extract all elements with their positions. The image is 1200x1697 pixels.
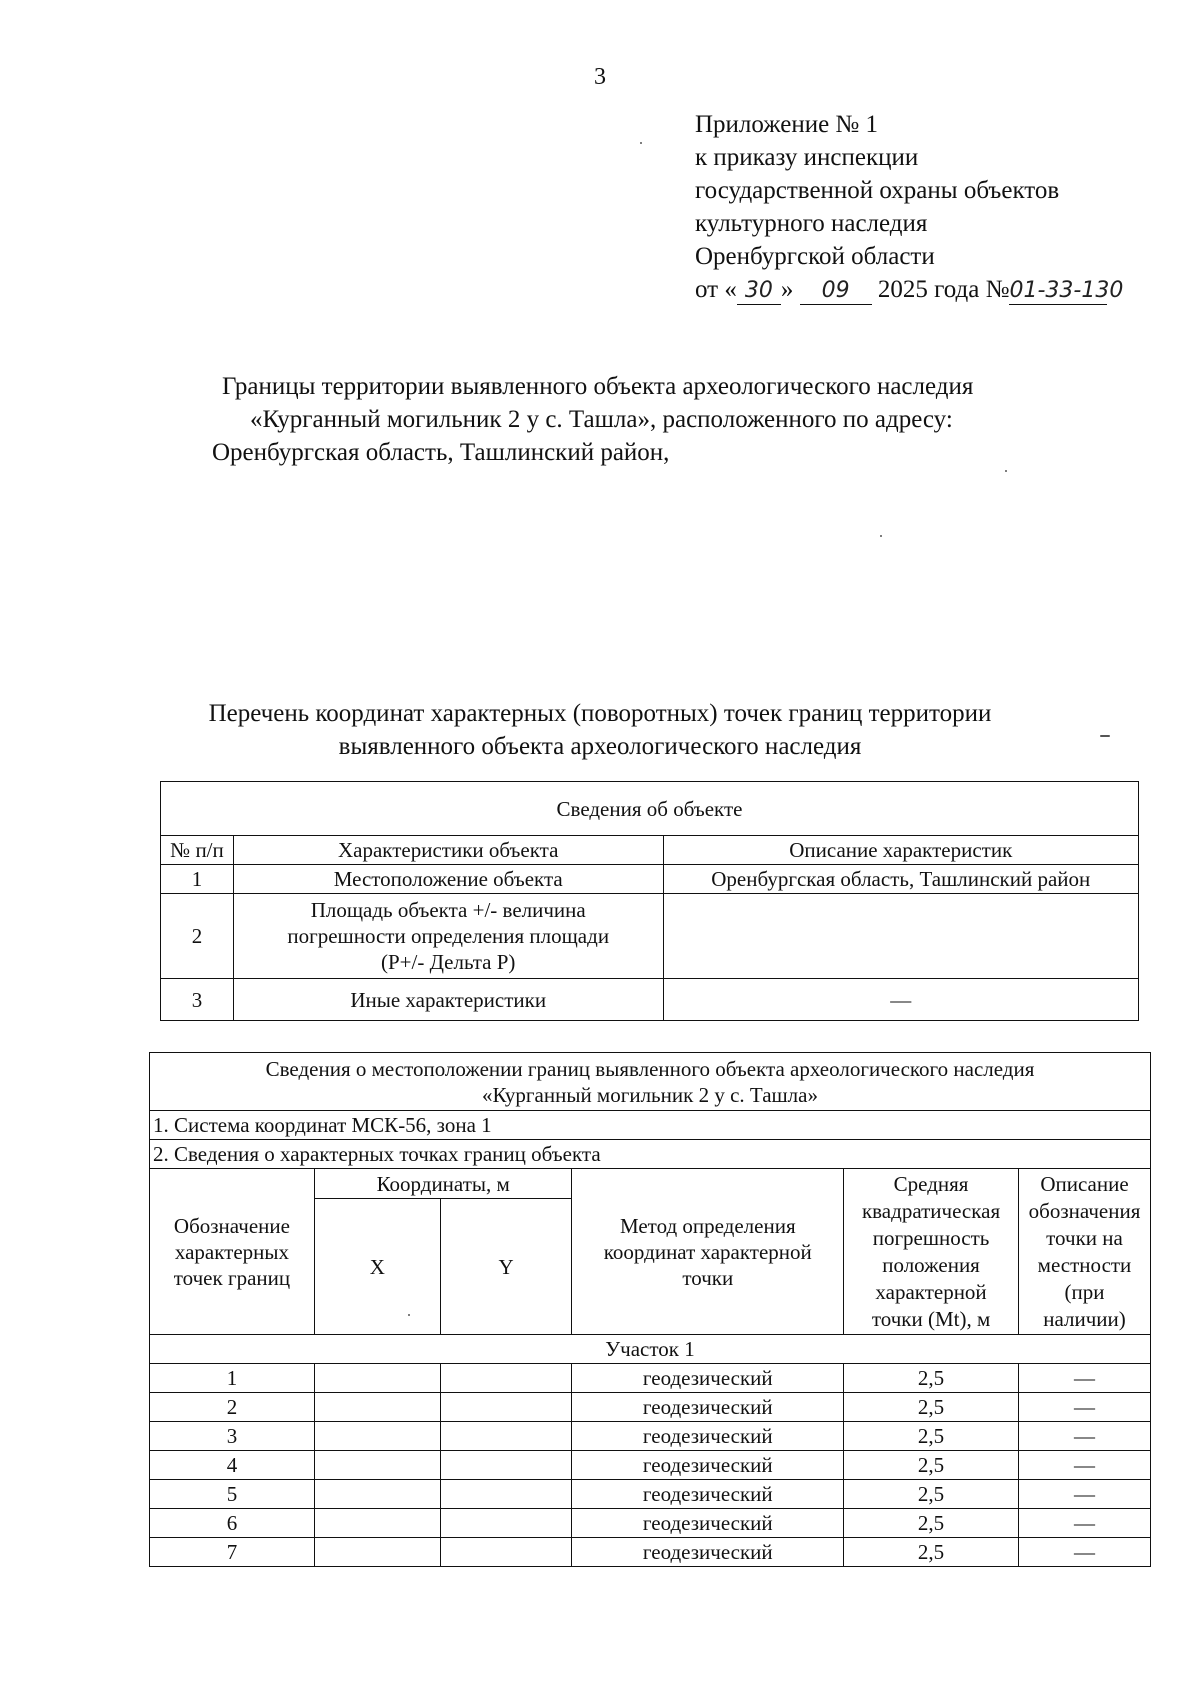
accuracy-cell: 2,5 <box>844 1451 1019 1480</box>
object-table-caption: Сведения об объекте <box>161 782 1139 836</box>
x-coordinate-cell <box>314 1422 440 1451</box>
method-cell: геодезический <box>572 1393 844 1422</box>
point-number-cell: 6 <box>150 1509 315 1538</box>
y-coordinate-cell <box>440 1480 572 1509</box>
order-year: 2025 года № <box>877 276 1010 303</box>
coordinate-system-row: 1. Система координат МСК-56, зона 1 <box>150 1111 1151 1140</box>
y-coordinate-cell <box>440 1393 572 1422</box>
y-coordinate-cell <box>440 1364 572 1393</box>
column-header: Описание характеристик <box>663 836 1139 865</box>
point-number-cell: 2 <box>150 1393 315 1422</box>
accuracy-cell: 2,5 <box>844 1509 1019 1538</box>
method-cell: геодезический <box>572 1480 844 1509</box>
point-number-cell: 7 <box>150 1538 315 1567</box>
list-title-line: Перечень координат характерных (поворотных) точек границ территории <box>208 700 992 727</box>
method-cell: геодезический <box>572 1509 844 1538</box>
appendix-line: государственной охраны объектов <box>695 177 1060 204</box>
x-coordinate-cell <box>314 1393 440 1422</box>
row-number: 2 <box>161 894 234 979</box>
characteristic-line: Площадь объекта +/- величина <box>310 898 586 922</box>
x-coordinate-cell <box>314 1364 440 1393</box>
appendix-line: к приказу инспекции <box>695 144 919 171</box>
location-description-cell: — <box>1019 1480 1151 1509</box>
x-coordinate-cell <box>314 1480 440 1509</box>
x-coordinate-cell <box>314 1538 440 1567</box>
accuracy-cell: 2,5 <box>844 1393 1019 1422</box>
characteristic-cell: Иные характеристики <box>233 979 663 1021</box>
coordinates-header: Координаты, м <box>314 1169 572 1199</box>
table-row <box>150 1538 1151 1567</box>
list-title-line: выявленного объекта археологического наследия <box>338 733 862 760</box>
scan-speck <box>640 142 642 144</box>
caption-line: Сведения о местоположении границ выявленного объекта археологического наследия <box>265 1056 1035 1081</box>
description-cell: — <box>663 979 1139 1021</box>
order-month: 09 <box>800 278 872 305</box>
column-header: № п/п <box>161 836 234 865</box>
method-cell: геодезический <box>572 1364 844 1393</box>
table-row <box>150 1393 1151 1422</box>
x-header: X <box>314 1199 440 1335</box>
x-coordinate-cell <box>314 1451 440 1480</box>
description-cell: Оренбургская область, Ташлинский район <box>663 865 1139 894</box>
point-number-cell: 4 <box>150 1451 315 1480</box>
table-row <box>150 1451 1151 1480</box>
title-line: Оренбургская область, Ташлинский район, <box>212 439 670 466</box>
point-rows <box>150 1364 1151 1567</box>
location-description-cell: — <box>1019 1393 1151 1422</box>
location-description-header: Описание обозначения точки на местности (при наличии) <box>1019 1169 1151 1335</box>
method-cell: геодезический <box>572 1422 844 1451</box>
scan-speck <box>1005 470 1007 472</box>
accuracy-cell: 2,5 <box>844 1364 1019 1393</box>
page-number: 3 <box>594 64 606 90</box>
points-info-row: 2. Сведения о характерных точках границ объекта <box>150 1140 1151 1169</box>
method-header: Метод определения координат характерной точки <box>572 1169 844 1335</box>
characteristic-line: погрешности определения площади <box>287 924 610 948</box>
accuracy-cell: 2,5 <box>844 1538 1019 1567</box>
location-description-cell: — <box>1019 1509 1151 1538</box>
row-number: 1 <box>161 865 234 894</box>
x-coordinate-cell <box>314 1509 440 1538</box>
title-line: Границы территории выявленного объекта археологического наследия <box>222 373 974 400</box>
location-description-cell: — <box>1019 1451 1151 1480</box>
characteristic-line: (Р+/- Дельта Р) <box>380 950 516 974</box>
object-info-table <box>160 781 1139 1021</box>
point-number-cell: 1 <box>150 1364 315 1393</box>
scan-speck <box>1100 735 1110 737</box>
y-coordinate-cell <box>440 1422 572 1451</box>
y-header: Y <box>440 1199 572 1335</box>
appendix-block <box>695 108 1124 306</box>
table-row <box>150 1364 1151 1393</box>
designation-header: Обозначение характерных точек границ <box>150 1169 315 1335</box>
appendix-line: Оренбургской области <box>695 243 935 270</box>
appendix-line: Приложение № 1 <box>695 111 879 138</box>
row-number: 3 <box>161 979 234 1021</box>
characteristic-cell: Местоположение объекта <box>233 865 663 894</box>
accuracy-cell: 2,5 <box>844 1422 1019 1451</box>
scan-speck <box>880 535 882 537</box>
boundary-points-table <box>149 1052 1151 1567</box>
coordinates-list-title <box>0 697 1200 763</box>
characteristic-cell <box>233 894 663 979</box>
caption-line: «Курганный могильник 2 у с. Ташла» <box>482 1082 818 1107</box>
point-number-cell: 5 <box>150 1480 315 1509</box>
scan-speck <box>408 1314 410 1316</box>
accuracy-header: Средняя квадратическая погрешность положения характерной точки (Mt), м <box>844 1169 1019 1335</box>
order-date-line <box>695 273 1124 306</box>
order-day: 30 <box>737 278 781 305</box>
title-line: «Курганный могильник 2 у с. Ташла», расположенного по адресу: <box>250 406 953 433</box>
point-number-cell: 3 <box>150 1422 315 1451</box>
location-description-cell: — <box>1019 1364 1151 1393</box>
table-row <box>150 1480 1151 1509</box>
description-cell <box>663 894 1139 979</box>
y-coordinate-cell <box>440 1538 572 1567</box>
section-row: Участок 1 <box>150 1335 1151 1364</box>
method-cell: геодезический <box>572 1538 844 1567</box>
y-coordinate-cell <box>440 1509 572 1538</box>
order-number: 01-33-130 <box>1009 278 1124 303</box>
location-description-cell: — <box>1019 1422 1151 1451</box>
location-description-cell: — <box>1019 1538 1151 1567</box>
accuracy-cell: 2,5 <box>844 1480 1019 1509</box>
document-title <box>0 370 1200 469</box>
appendix-line: культурного наследия <box>695 210 928 237</box>
method-cell: геодезический <box>572 1451 844 1480</box>
date-quote-close: » <box>780 276 794 303</box>
date-prefix: от « <box>695 276 737 303</box>
table-row <box>150 1422 1151 1451</box>
column-header: Характеристики объекта <box>233 836 663 865</box>
table-row <box>150 1509 1151 1538</box>
boundary-table-caption <box>150 1053 1151 1111</box>
y-coordinate-cell <box>440 1451 572 1480</box>
